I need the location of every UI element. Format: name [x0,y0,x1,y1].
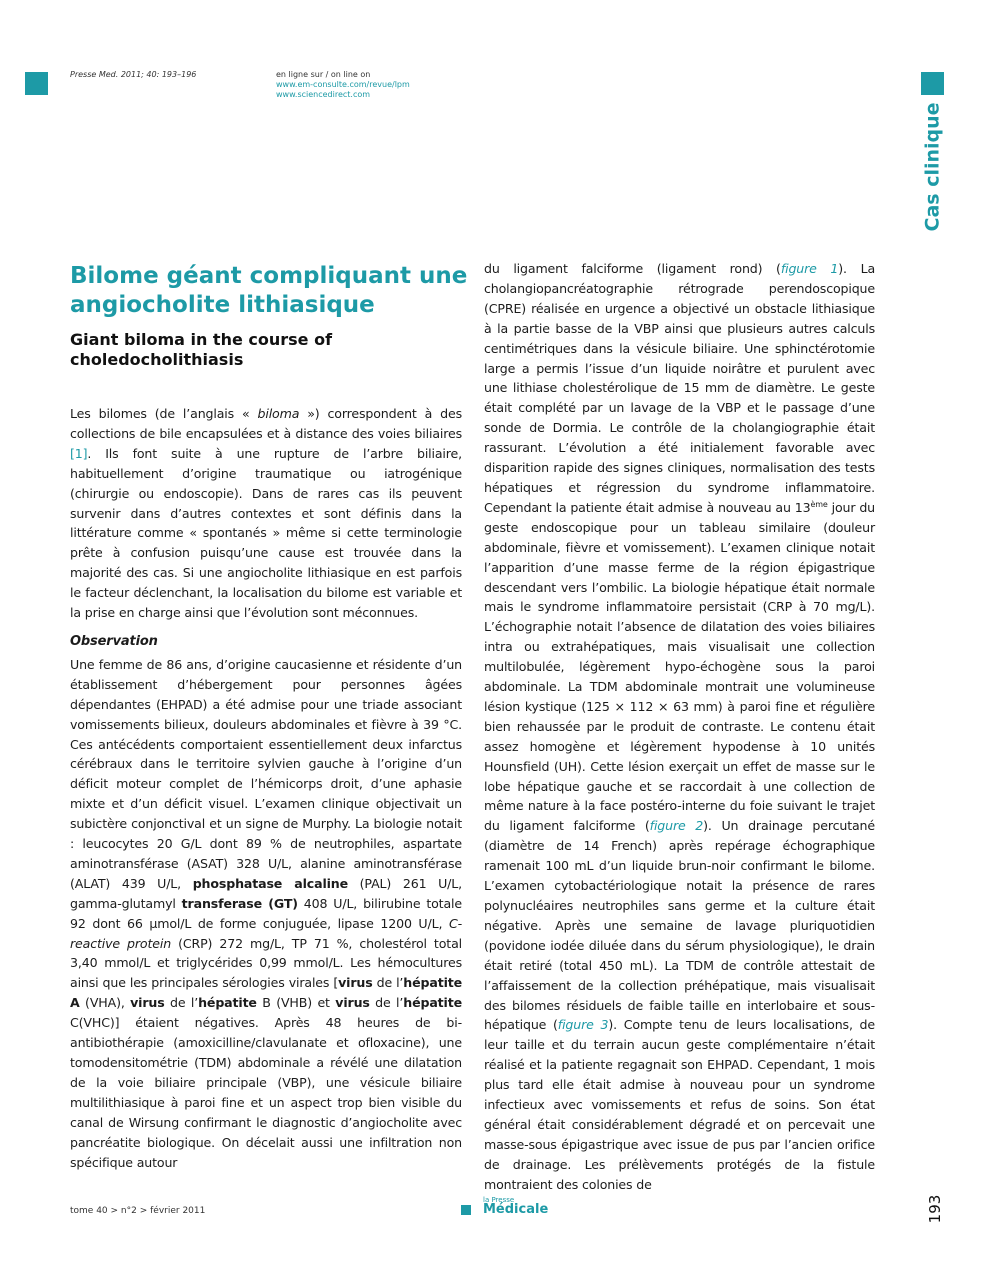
page-number [920,1192,950,1222]
right-column [484,259,875,1195]
journal-logo [461,1196,581,1220]
logo-square-icon [461,1205,471,1215]
corner-square-right [921,72,944,95]
section-heading-observation: Observation [70,633,158,649]
online-info [276,70,410,100]
article-title: Bilome géant compliquant une angiocholite lithiasique [70,263,468,318]
journal-reference: Presse Med. 2011; 40: 193–196 [70,70,197,79]
article-subtitle: Giant biloma in the course of choledocholithiasis [70,330,333,369]
figure-3-link[interactable]: figure 3 [557,1017,609,1033]
observation-continued: du ligament falciforme (ligament rond) (figure 1). La cholangiopancréatographie rétrograde perendoscopique (CPRE) réalisée en urgence a objectivé un obstacle lithiasique à la partie basse de la VBP ainsi que plusieurs autres calculs centimétriques dans la vésicule biliaire. Une sphinctérotomie large a permis l’issue d’un liquide noirâtre et purulent avec une lithiase cholestérolique de 15 mm de diamètre. Le geste était complété par un lavage de la VBP et le passage d’une sonde de Dormia. Le contrôle de la cholangiographie était rassurant. L’évolution a été initialement favorable avec disparition rapide des signes cliniques, normalisation des tests hépatiques et régression du syndrome inflammatoire. Cependant la patiente était admise à nouveau au 13ème jour du geste endoscopique pour un tableau similaire (douleur abdominale, fièvre et vomissement). L’examen clinique notait l’apparition d’une masse ferme de la région épigastrique descendant vers l’ombilic. La biologie hépatique était normale mais le syndrome inflammatoire persistait (CRP à 70 mg/L). L’échographie notait l’absence de dilatation des voies biliaires intra ou extrahépatiques, mais visualisait une collection multilobulée, légèrement hypo-échogène sous la paroi abdominale. La TDM abdominale montrait une volumineuse lésion kystique (125 × 112 × 63 mm) à paroi fine et régulière bien rehaussée par le produit de contraste. Le contenu était assez homogène et légèrement hypodense à 10 unités Hounsfield (UH). Cette lésion exerçait un effet de masse sur le lobe hépatique gauche et se raccordait à une collection de même nature à la face postéro-interne du foie suivant le trajet du ligament falciforme (figure 2). Un drainage percutané (diamètre de 14 French) après repérage échographique ramenait 100 mL d’un liquide brun-noir confirmant le bilome. L’examen cytobactériologique notait la présence de rares polynucléaires neutrophiles sans germe et la culture était négative. Après une semaine de lavage pluriquotidien (povidone iodée diluée dans du sérum physiologique), le drain était retiré (total 450 mL). La TDM de contrôle attestait de l’affaissement de la collection préhépatique, mais visualisait des bilomes résiduels de faible taille en interlobaire et sous-hépatique (figure 3). Compte tenu de leurs localisations, de leur taille et du terrain aucun geste complémentaire n’était réalisé et la patiente regagnait son EHPAD. Cependant, 1 mois plus tard elle était admise à nouveau pour un syndrome infectieux avec vomissements et refus de soins. Son état général était considérablement dégradé et on percevait une masse-sous épigastrique avec issue de pus par l’ancien orifice de drainage. Les prélèvements protégés de la fistule montraient des colonies de [484,261,876,1192]
url-sciencedirect[interactable]: www.sciencedirect.com [276,90,371,99]
section-label-text: Cas clinique [921,102,944,232]
logo-small-text: la Presse [483,1196,515,1204]
online-label: en ligne sur / on line on [276,70,371,79]
left-column [70,404,462,1172]
observation-paragraph: Une femme de 86 ans, d’origine caucasienne et résidente d’un établissement d’hébergement pour personnes âgées dépendantes (EHPAD) a été admise pour une triade associant vomissements bilieux, douleurs abdominales et fièvre à 39 °C. Ces antécédents comportaient essentiellement deux infarctus cérébraux dans le territoire sylvien gauche à l’origine d’un déficit moteur complet de l’hémicorps droit, d’une aphasie mixte et d’un déficit visuel. L’examen clinique objectivait un subictère conjonctival et un signe de Murphy. La biologie notait : leucocytes 20 G/L dont 89 % de neutrophiles, aspartate aminotransférase (ASAT) 328 U/L, alanine aminotransférase (ALAT) 439 U/L, phosphatase alcaline (PAL) 261 U/L, gamma-glutamyl transferase (GT) 408 U/L, bilirubine totale 92 dont 66 µmol/L de forme conjuguée, lipase 1200 U/L, C-reactive protein (CRP) 272 mg/L, TP 71 %, cholestérol total 3,40 mmol/L et triglycérides 0,99 mmol/L. Les hémocultures ainsi que les principales sérologies virales [virus de l’hépatite A (VHA), virus de l’hépatite B (VHB) et virus de l’hépatite C(VHC)] étaient négatives. Après 48 heures de bi-antibiothérapie (amoxicilline/clavulanate et ofloxacine), une tomodensitométrie (TDM) abdominale a révélé une dilatation de la voie biliaire principale (VBP), une vésicule biliaire multilithiasique à paroi fine et un aspect trop bien visible du canal de Wirsung confirmant le diagnostic d’angiocholite avec pancréatite biologique. On décelait aussi une infiltration non spécifique autour [70,656,462,1170]
url-em-consulte[interactable]: www.em-consulte.com/revue/lpm [276,80,410,89]
figure-1-link[interactable]: figure 1 [780,261,839,276]
corner-square-left [25,72,48,95]
logo-big-text: Médicale [483,1202,549,1217]
page-number-text: 193 [926,1194,944,1224]
intro-paragraph: Les bilomes (de l’anglais « biloma ») correspondent à des collections de bile encapsulées et à distance des voies biliaires [1]. Ils font suite à une rupture de l’arbre biliaire, habituellement d’origine traumatique ou iatrogénique (chirurgie ou endoscopie). Dans de rares cas ils peuvent survenir dans d’autres contextes et sont définis dans la littérature comme « spontanés » même si cette terminologie prête à confusion puisqu’une cause est trouvée dans la majorité des cas. Si une angiocholite lithiasique en est parfois le facteur déclenchant, la localisation du bilome est variable et la prise en charge ainsi que l’évolution sont méconnues. [70,406,463,621]
reference-link[interactable]: [1] [70,445,88,461]
figure-2-link[interactable]: figure 2 [649,818,704,834]
section-label [918,102,948,235]
issue-info: tome 40 > n°2 > février 2011 [70,1206,206,1216]
